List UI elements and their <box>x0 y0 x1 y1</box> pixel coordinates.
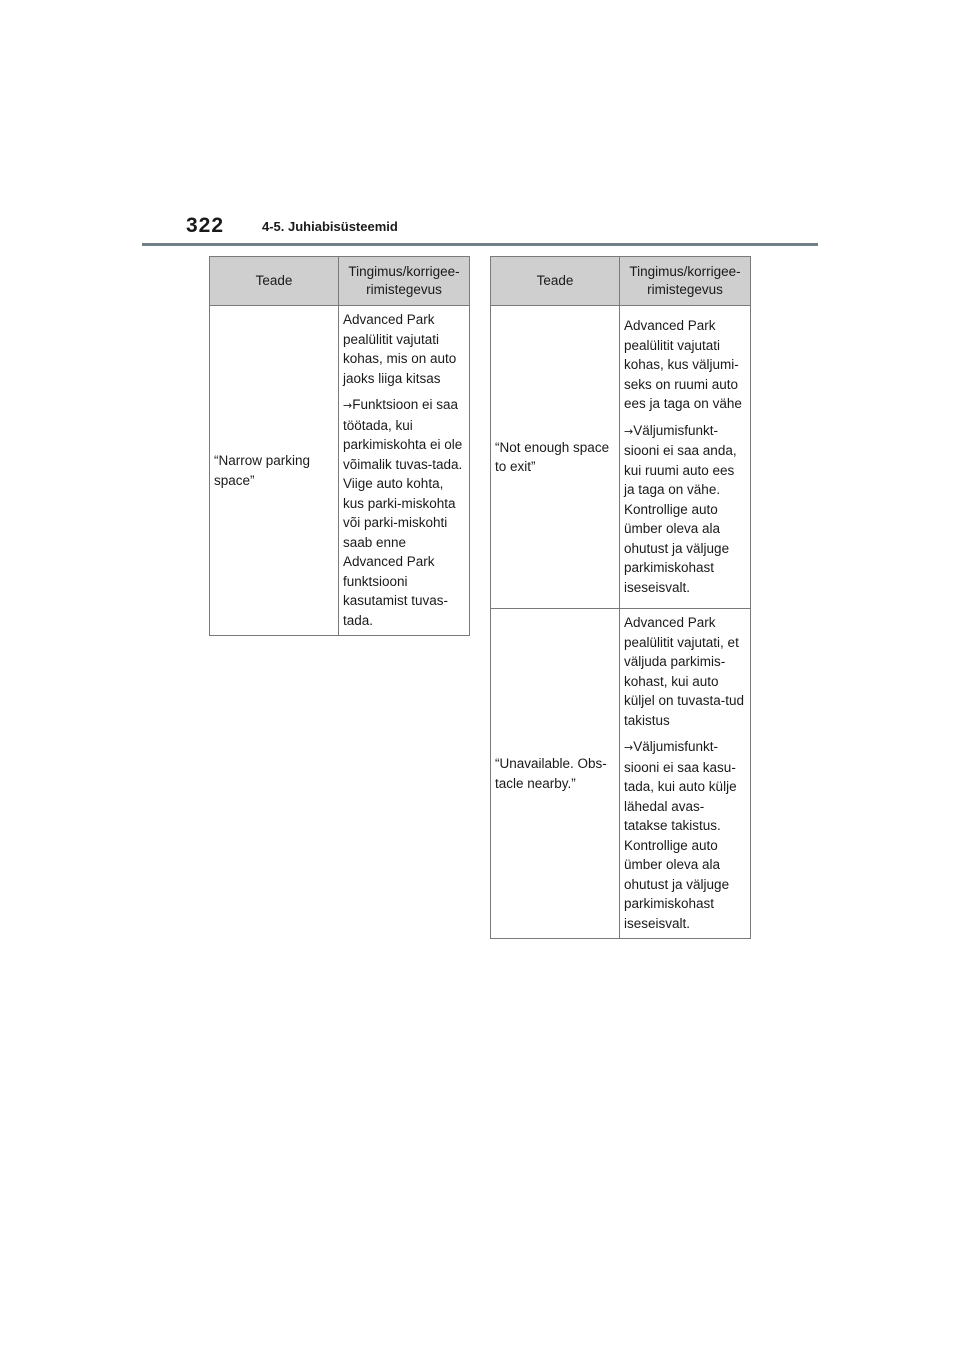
action-paragraph <box>624 421 747 598</box>
page-number: 322 <box>186 214 225 237</box>
condition-cell <box>620 609 751 939</box>
table-row <box>491 306 751 609</box>
message-table-left <box>209 256 470 636</box>
message-cell: “Not enough space to exit” <box>491 306 620 609</box>
header-divider <box>142 243 818 246</box>
action-paragraph <box>624 737 747 933</box>
message-table-right <box>490 256 751 939</box>
table-header-row <box>210 257 470 306</box>
condition-text: Advanced Park pealülitit vajutati kohas, mis on auto jaoks liiga kitsas <box>343 312 457 386</box>
action-text: Väljumisfunkt-siooni ei saa kasu-tada, kui auto külje lähedal avas-tatakse takistus. Kontrollige auto ümber oleva ala ohutust ja väljuge parkimiskohast iseseisvalt. <box>624 739 737 931</box>
header-message: Teade <box>210 257 339 306</box>
arrow-right-icon: → <box>624 424 634 438</box>
message-cell: “Narrow parking space” <box>210 306 339 636</box>
header-message: Teade <box>491 257 620 306</box>
condition-cell <box>620 306 751 609</box>
table-header-row <box>491 257 751 306</box>
condition-text: Advanced Park pealülitit vajutati, et väljuda parkimis-kohast, kui auto küljel on tuvasta-tud takistus <box>624 615 745 728</box>
action-paragraph <box>343 395 466 630</box>
condition-text: Advanced Park pealülitit vajutati kohas, kus väljumi-seks on ruumi auto ees ja taga on vähe <box>624 318 742 411</box>
arrow-right-icon: → <box>624 741 634 754</box>
action-text: Väljumisfunkt-siooni ei saa anda, kui ruumi auto ees ja taga on vähe. Kontrollige auto ümber oleva ala ohutust ja väljuge parkimiskohast iseseisvalt. <box>624 422 737 595</box>
table-row <box>210 306 470 636</box>
section-title: 4-5. Juhiabisüsteemid <box>262 219 398 234</box>
header-condition: Tingimus/korrigee- rimistegevus <box>620 257 751 306</box>
condition-cell <box>339 306 470 636</box>
table-row <box>491 609 751 939</box>
header-condition: Tingimus/korrigee- rimistegevus <box>339 257 470 306</box>
message-cell: “Unavailable. Obs-tacle nearby.” <box>491 609 620 939</box>
action-text: Funktsioon ei saa töötada, kui parkimiskohta ei ole võimalik tuvas-tada. Viige auto kohta, kus parki-miskohta või parki-miskohti saab enne Advanced Park funktsiooni kasutamist tuvas-tada. <box>343 397 463 628</box>
arrow-right-icon: → <box>343 399 353 412</box>
